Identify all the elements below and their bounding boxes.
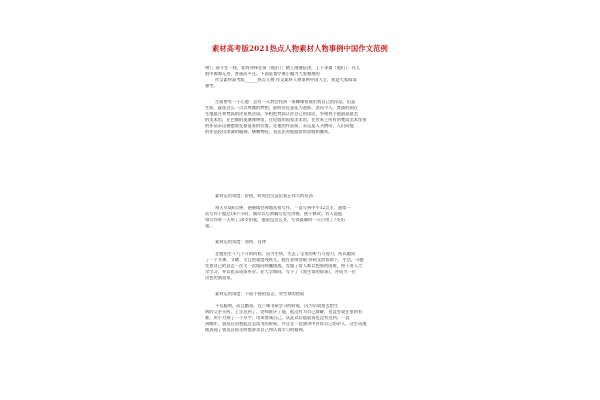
section-heading: 素材运用角度：价值，时间会沉淀出真正伟大的东西: [215, 194, 313, 199]
body-line: 生地最凡和梵高的皮星胜法国，争相把梵高认作自己的国民，争相授予他最高最美: [205, 112, 359, 117]
body-line: 生前，就连这么一点点卑微的梦想，最终也化是化为泡影，悲而令人。梵高的画在: [205, 106, 359, 111]
body-line: 凭着自己的意志一次又一次地向病魔挑战，克服了常人难以想象的困难，终于进入大: [205, 264, 363, 269]
body-line: 不仅聪明，而且勤奋。在三味书屋学习的时候，因为早晨要去给生: [215, 304, 339, 309]
body-line: 地表现了鲁迅自始至终都要求自己和认真学习的精神。: [205, 328, 308, 333]
document-title: 素材高考版2021热点人物素材人物事例中国作文范例: [212, 44, 388, 53]
body-line: 的作品永远被摆放在最显著的位置。在他的作品前，永远是人头攒动，人们向他: [205, 124, 354, 129]
body-line: 难，用小刀刻了一个早字，用来警诫自己，从此以后他就再也没有迟到，一直: [205, 316, 350, 321]
section-heading: 素材运用角度：不屈不挠的意志，对生命的热爱: [215, 292, 305, 297]
section-heading: 素材运用角度：坚持，自律: [215, 240, 267, 245]
body-line: 学学习，并以优异成绩毕业。在大学期间，写下了《我生命的故事》，并成为一位: [205, 270, 356, 275]
body-line: 了一个又聋、又瞎、又且的重度残疾儿。她在老师安妮·莎莉文的帮助下，生活，可她: [205, 258, 364, 263]
body-line: 笔。: [205, 224, 214, 229]
body-line: 次写作不超过14个小时。偶尔以后初稿写也写得慢，便于修改。有人说他: [205, 212, 343, 217]
body-line: 每写作时一天用了20支铅笔，他说没这么多，写得最顺时一天只用了7支铅: [205, 218, 345, 223]
body-line: 作文素材高考版______热点人物 作文素材人物事例中国大全，欢迎大家阅读: [215, 78, 357, 83]
body-line: 到晚年，鲁迅还回想起过去读书的时候。并且在一次演讲中告诉自己的亲人。这生动地: [205, 322, 367, 327]
body-line: 生前曾有一个心愿：总有一天我会找到一家咖啡馆展出我自己的作品。但是: [215, 100, 356, 105]
body-line: 物）；奋斗在一线，矩终冲锋在前（他们）；踏上漫漫征途，上下求索（他们）。在人: [205, 66, 361, 71]
body-line: 出色的演说家。: [205, 276, 235, 281]
body-line: 在她出生十九个月的时候，因为生病，失去了宝贵的听力与视力，所以她成: [215, 252, 356, 257]
body-line: 的美术馆，在巴黎的奥塞博物馆，在伦敦的国家美术馆，在世界上所有的梵高美术馆里: [205, 118, 367, 123]
document-page: [165, 24, 435, 376]
body-line: 病的父亲买药，上学迟到了。老师批评了他，他没有为自己辩解，也没有说在家的有: [205, 310, 363, 315]
body-line: 每天早晨6点钟，便聚精会神地站着写作，一直写到中午12点半，通常一: [215, 206, 351, 211]
body-line: 群中淘淘无迹，普通而平凡。下面是查字典小编为大家整理的: [205, 72, 320, 77]
body-line: 参考。: [205, 84, 218, 89]
body-line: 的作品投出虔诚的眼神，嘈嘈赞叹，表达出对他超常的崇敬和膜拜。: [205, 130, 333, 135]
